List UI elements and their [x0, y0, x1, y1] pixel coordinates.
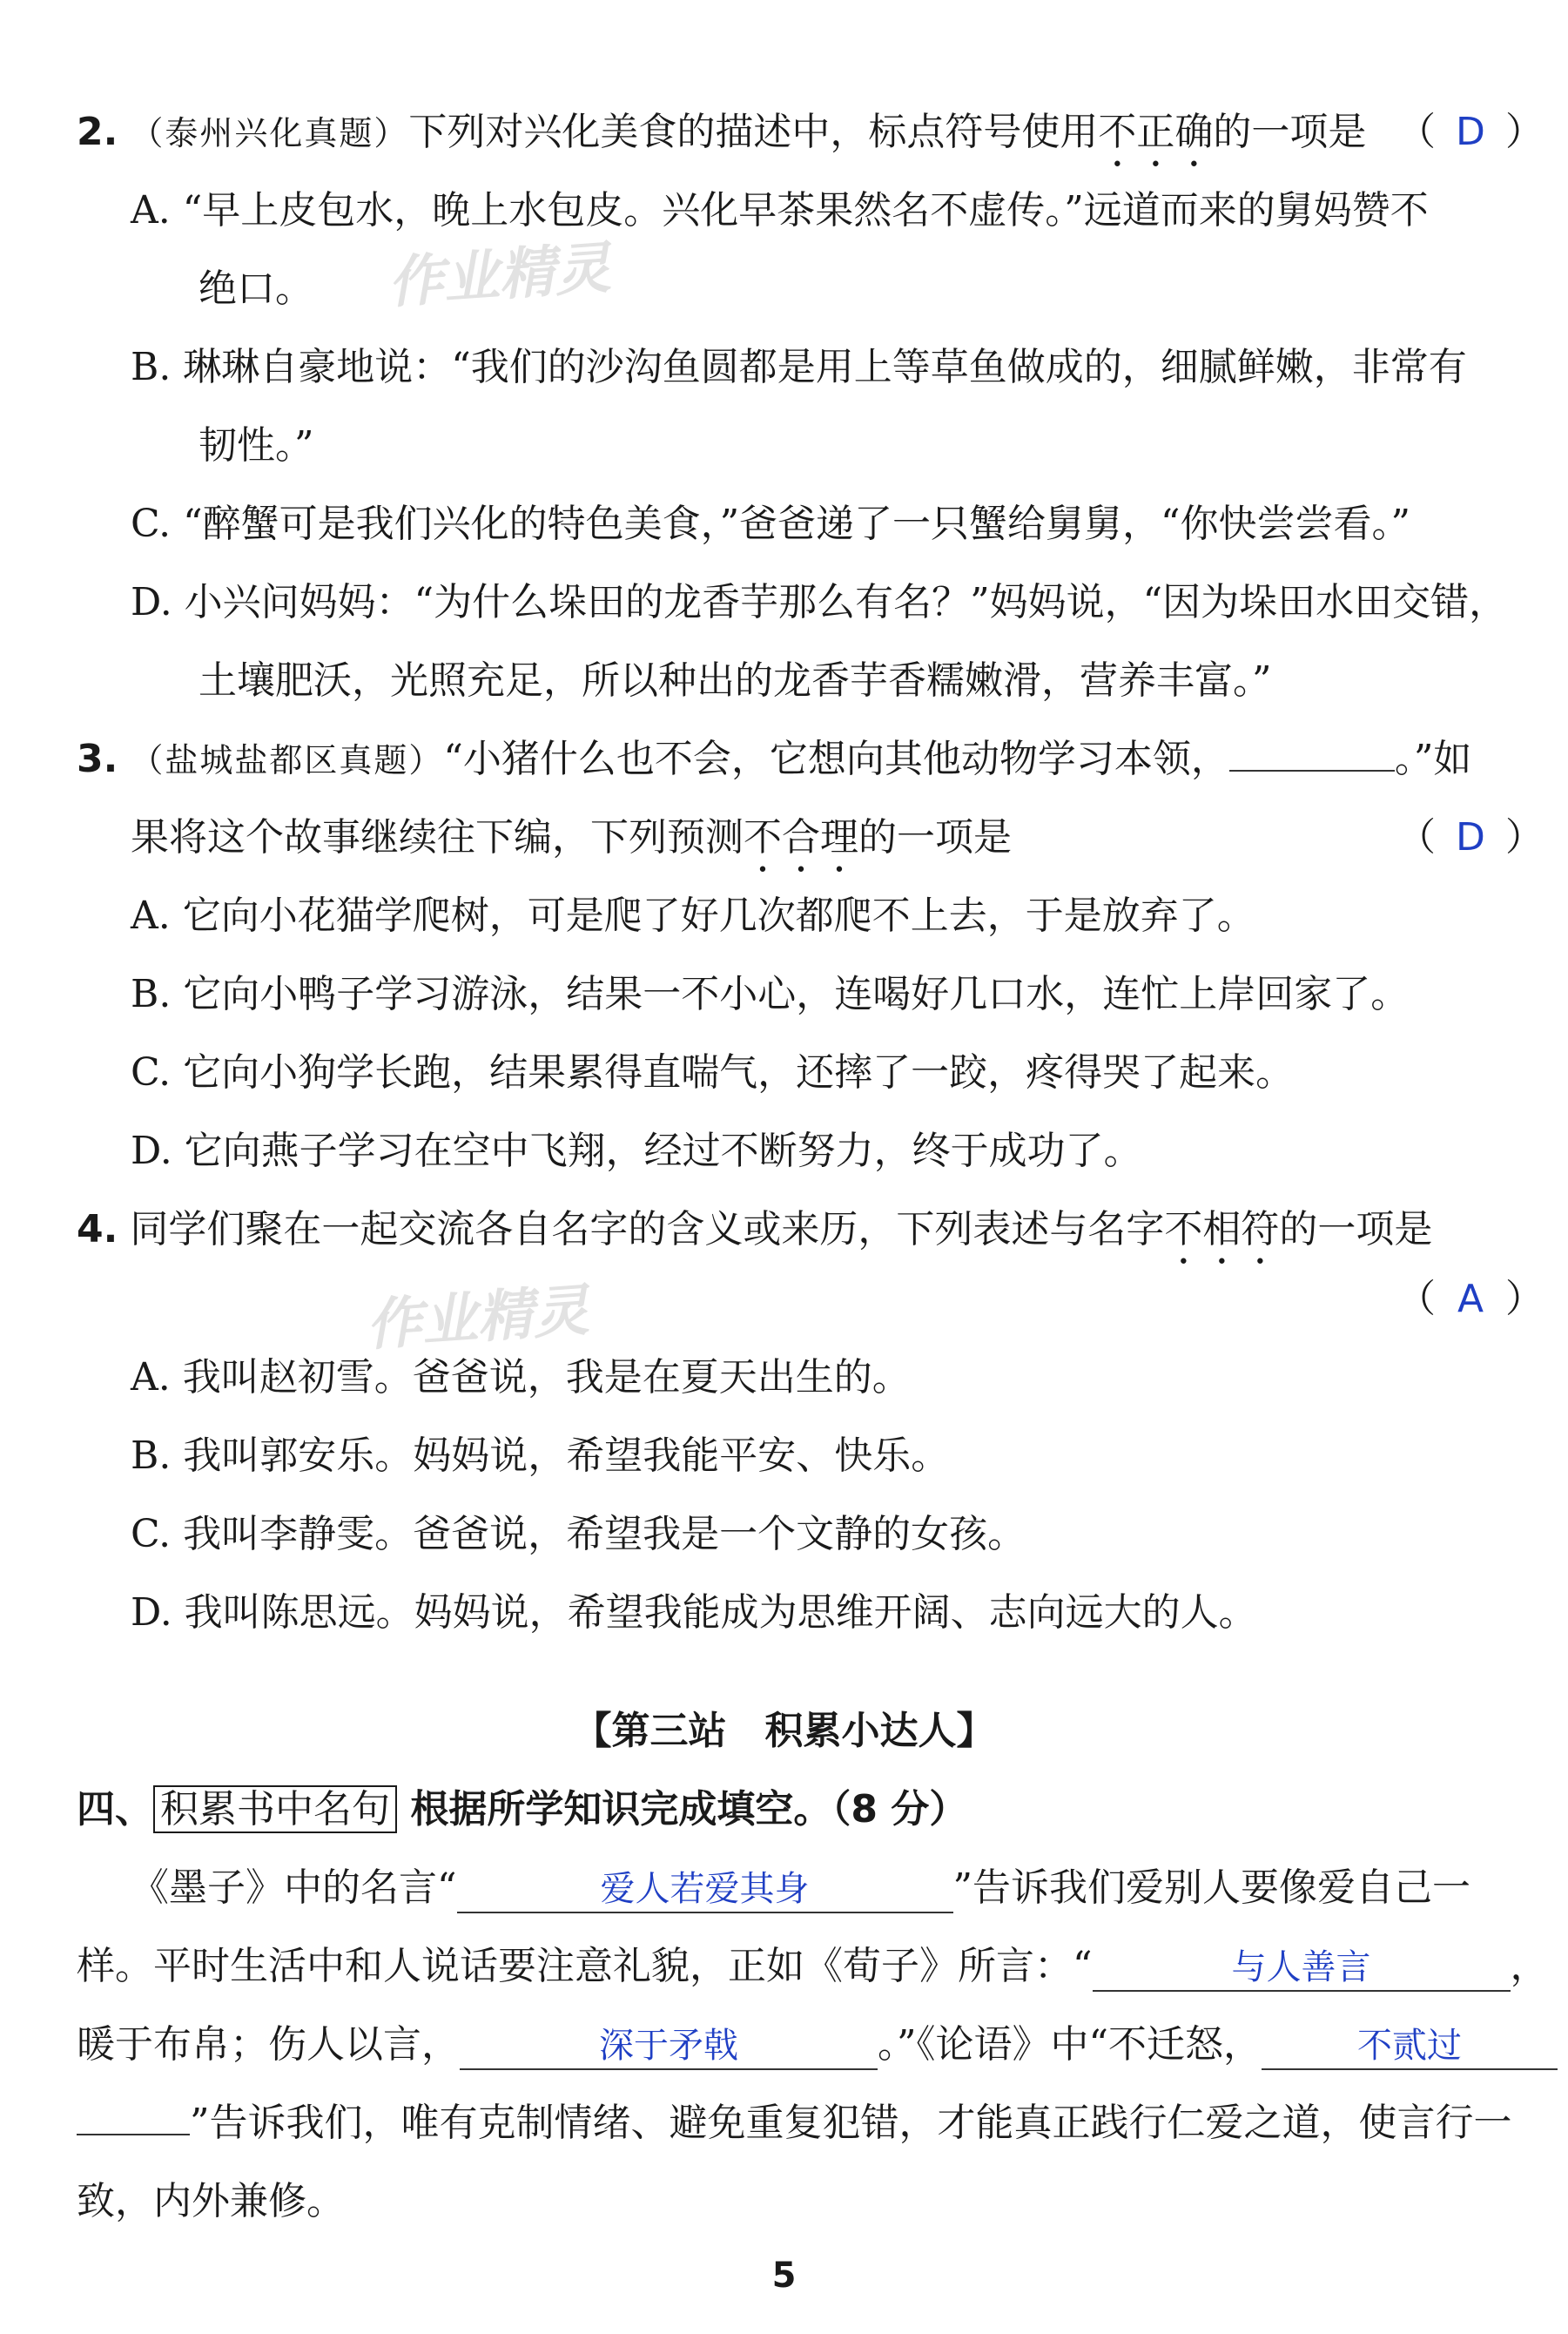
q2-answer-paren: （ D ）	[1397, 106, 1544, 159]
q3-emphasis: 不合理	[744, 815, 858, 860]
q2-option-c: C. “醉蟹可是我们兴化的特色美食，”爸爸递了一只蟹给舅舅，“你快尝尝看。”	[131, 502, 1411, 546]
q4-option-d: D. 我叫陈思远。妈妈说，希望我能成为思维开阔、志向远大的人。	[131, 1590, 1257, 1635]
q3-option-c: C. 它向小狗学长跑，结果累得直喘气，还摔了一跤，疼得哭了起来。	[131, 1050, 1295, 1095]
section-four-tag: 积累书中名句	[153, 1785, 397, 1833]
q4-option-a: A. 我叫赵初雪。爸爸说，我是在夏天出生的。	[131, 1355, 911, 1400]
blank-1: 爱人若爱其身	[457, 1866, 953, 1913]
q2-source: （泰州兴化真题）	[130, 114, 409, 152]
q4-option-c: C. 我叫李静雯。爸爸说，希望我是一个文静的女孩。	[131, 1512, 1026, 1556]
q3-source: （盐城盐都区真题）	[130, 741, 444, 779]
q3-answer: D	[1456, 815, 1485, 860]
q2-number: 2.	[77, 110, 118, 154]
q3-answer-paren: （ D ）	[1397, 812, 1544, 864]
q3-option-b: B. 它向小鸭子学习游泳，结果一不小心，连喝好几口水，连忙上岸回家了。	[131, 972, 1410, 1016]
section-four-title: 四、 积累书中名句 根据所学知识完成填空。（8 分）	[77, 1787, 968, 1831]
q2-option-a: A. “早上皮包水，晚上水包皮。兴化早茶果然名不虚传。”远道而来的舅妈赞不	[131, 188, 1429, 233]
q4-number: 4.	[77, 1207, 118, 1251]
blank-2: 与人善言	[1093, 1945, 1511, 1992]
blank-3: 深于矛戟	[460, 2023, 878, 2070]
q3-blank	[1229, 770, 1395, 772]
q2-option-a-cont: 绝口。	[199, 266, 313, 311]
q4-option-b: B. 我叫郭安乐。妈妈说，希望我能平安、快乐。	[131, 1433, 950, 1478]
q3-option-a: A. 它向小花猫学爬树，可是爬了好几次都爬不上去，于是放弃了。	[131, 894, 1255, 938]
q3-number: 3.	[77, 737, 118, 781]
blank-4: 不贰过	[1262, 2023, 1558, 2070]
q2-stem: 2. （泰州兴化真题）下列对兴化美食的描述中，标点符号使用不正确的一项是	[77, 110, 1367, 154]
watermark-2: 作业精灵	[364, 1278, 591, 1359]
q2-option-b: B. 琳琳自豪地说：“我们的沙沟鱼圆都是用上等草鱼做成的，细腻鲜嫩，非常有	[131, 345, 1467, 389]
q4-emphasis: 不相符	[1164, 1207, 1280, 1251]
q2-answer: D	[1456, 110, 1485, 154]
q3-option-d: D. 它向燕子学习在空中飞翔，经过不断努力，终于成功了。	[131, 1129, 1142, 1173]
q2-emphasis: 不正确	[1098, 110, 1214, 154]
q4-answer-paren: （ A ）	[1397, 1273, 1544, 1326]
q2-option-d: D. 小兴问妈妈：“为什么垛田的龙香芋那么有名？”妈妈说，“因为垛田水田交错，	[131, 580, 1508, 624]
q2-option-d-cont: 土壤肥沃，光照充足，所以种出的龙香芋香糯嫩滑，营养丰富。”	[199, 658, 1272, 703]
q2-option-b-cont: 韧性。”	[199, 423, 314, 468]
fill-line-1: 《墨子》中的名言“ 爱人若爱其身 ”告诉我们爱别人要像爱自己一	[131, 1862, 1470, 1914]
fill-line-2: 样。平时生活中和人说话要注意礼貌，正如《荀子》所言：“ 与人善言 ，	[77, 1940, 1549, 1993]
watermark-1: 作业精灵	[386, 236, 613, 316]
q3-stem: 3. （盐城盐都区真题）“小猪什么也不会，它想向其他动物学习本领， 。”如	[77, 737, 1472, 781]
fill-line-4: ”告诉我们，唯有克制情绪、避免重复犯错，才能真正践行仁爱之道，使言行一	[77, 2097, 1512, 2149]
blank-4-cont	[77, 2134, 190, 2135]
q4-answer: A	[1457, 1277, 1484, 1321]
q3-stem-cont: 果将这个故事继续往下编，下列预测不合理的一项是	[131, 815, 1012, 860]
fill-line-5: 致，内外兼修。	[77, 2179, 345, 2223]
station-heading: 【第三站 积累小达人】	[573, 1709, 995, 1753]
fill-line-3: 暖于布帛；伤人以言， 深于矛戟 。”《论语》中“不迁怒， 不贰过	[77, 2019, 1558, 2071]
page-number: 5	[771, 2256, 797, 2296]
q4-stem: 4. 同学们聚在一起交流各自名字的含义或来历，下列表述与名字不相符的一项是	[77, 1207, 1433, 1251]
